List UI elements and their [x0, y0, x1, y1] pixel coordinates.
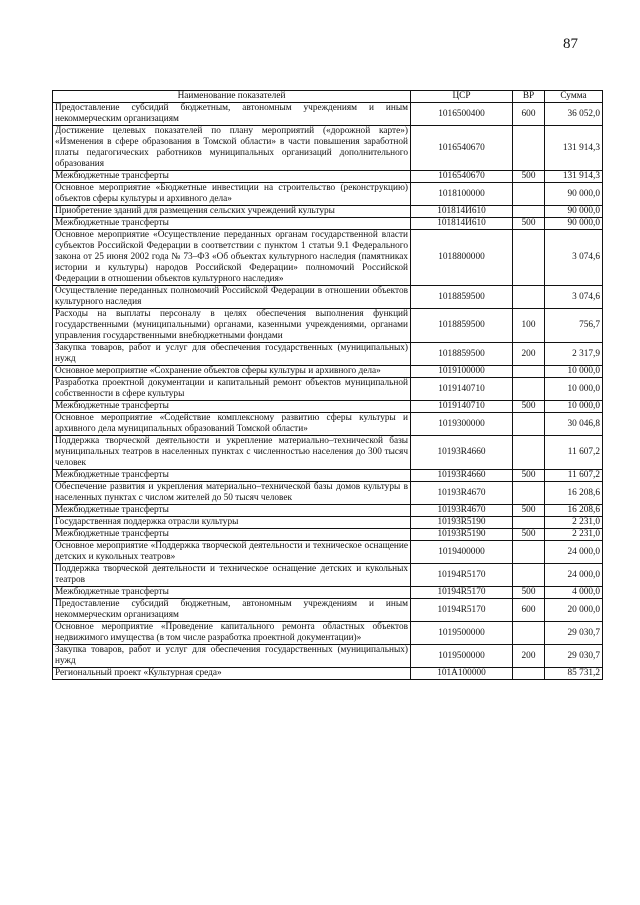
- table-row: [53, 482, 603, 505]
- row-csr: 1016540670: [411, 171, 513, 183]
- row-sum: 85 731,2: [545, 668, 603, 680]
- row-name: Осуществление переданных полномочий Российской Федерации в отношении объектов культурного наследия: [53, 286, 411, 309]
- row-vr: [513, 126, 545, 171]
- row-sum: 4 000,0: [545, 587, 603, 599]
- row-name: Региональный проект «Культурная среда»: [53, 668, 411, 680]
- row-csr: 1019140710: [411, 401, 513, 413]
- row-vr: 200: [513, 343, 545, 366]
- table-row: [53, 366, 603, 378]
- row-vr: 500: [513, 401, 545, 413]
- row-sum: 11 607,2: [545, 436, 603, 470]
- row-name: Предоставление субсидий бюджетным, автономным учреждениям и иным некоммерческим организациям: [53, 599, 411, 622]
- row-vr: [513, 668, 545, 680]
- table-row: [53, 470, 603, 482]
- row-sum: 30 046,8: [545, 413, 603, 436]
- row-csr: 1019500000: [411, 622, 513, 645]
- row-name: Закупка товаров, работ и услуг для обеспечения государственных (муниципальных) нужд: [53, 645, 411, 668]
- row-csr: 101814И610: [411, 218, 513, 230]
- row-vr: [513, 564, 545, 587]
- page-number: 87: [563, 36, 578, 52]
- header-sum: Сумма: [545, 91, 603, 103]
- row-vr: [513, 482, 545, 505]
- row-csr: 1019100000: [411, 366, 513, 378]
- row-csr: 1018859500: [411, 286, 513, 309]
- row-sum: 2 231,0: [545, 529, 603, 541]
- row-csr: 10194R5170: [411, 599, 513, 622]
- row-vr: 500: [513, 171, 545, 183]
- table-row: [53, 436, 603, 470]
- row-sum: 10 000,0: [545, 401, 603, 413]
- row-name: Основное мероприятие «Бюджетные инвестиции на строительство (реконструкцию) объектов сферы культуры и архивного дела»: [53, 183, 411, 206]
- table-row: [53, 541, 603, 564]
- row-sum: 131 914,3: [545, 126, 603, 171]
- table-row: [53, 668, 603, 680]
- budget-table: [52, 90, 603, 680]
- row-vr: 100: [513, 309, 545, 343]
- row-sum: 16 208,6: [545, 482, 603, 505]
- row-name: Межбюджетные трансферты: [53, 401, 411, 413]
- row-vr: 500: [513, 587, 545, 599]
- row-sum: 90 000,0: [545, 206, 603, 218]
- row-name: Поддержка творческой деятельности и техническое оснащение детских и кукольных театров: [53, 564, 411, 587]
- table-row: [53, 599, 603, 622]
- table-row: [53, 343, 603, 366]
- table-row: [53, 183, 603, 206]
- row-vr: [513, 286, 545, 309]
- row-vr: 500: [513, 218, 545, 230]
- table-row: [53, 286, 603, 309]
- table-row: [53, 126, 603, 171]
- table-row: [53, 378, 603, 401]
- table-row: [53, 218, 603, 230]
- row-csr: 10193R5190: [411, 517, 513, 529]
- row-csr: 10194R5170: [411, 564, 513, 587]
- row-sum: 20 000,0: [545, 599, 603, 622]
- table-row: [53, 645, 603, 668]
- row-csr: 10193R4660: [411, 470, 513, 482]
- row-csr: 1018859500: [411, 343, 513, 366]
- table-body: [53, 103, 603, 680]
- row-sum: 29 030,7: [545, 622, 603, 645]
- row-vr: [513, 183, 545, 206]
- row-name: Основное мероприятие «Поддержка творческой деятельности и техническое оснащение детских и кукольных театров»: [53, 541, 411, 564]
- table-row: [53, 517, 603, 529]
- row-csr: 10193R4670: [411, 482, 513, 505]
- row-sum: 24 000,0: [545, 541, 603, 564]
- row-vr: [513, 378, 545, 401]
- row-vr: 600: [513, 103, 545, 126]
- row-name: Поддержка творческой деятельности и укрепление материально–технической базы муниципальных театров в населенных пунктах с численностью населения до 300 тысяч человек: [53, 436, 411, 470]
- row-vr: [513, 541, 545, 564]
- row-sum: 10 000,0: [545, 378, 603, 401]
- row-vr: [513, 436, 545, 470]
- row-vr: [513, 230, 545, 286]
- row-vr: [513, 622, 545, 645]
- row-vr: 600: [513, 599, 545, 622]
- row-csr: 1018100000: [411, 183, 513, 206]
- row-vr: [513, 413, 545, 436]
- row-sum: 3 074,6: [545, 230, 603, 286]
- row-sum: 29 030,7: [545, 645, 603, 668]
- row-csr: 1019500000: [411, 645, 513, 668]
- row-name: Межбюджетные трансферты: [53, 171, 411, 183]
- table-header-row: [53, 91, 603, 103]
- row-csr: 1018800000: [411, 230, 513, 286]
- row-name: Предоставление субсидий бюджетным, автономным учреждениям и иным некоммерческим организациям: [53, 103, 411, 126]
- row-sum: 131 914,3: [545, 171, 603, 183]
- header-name: Наименование показателей: [53, 91, 411, 103]
- row-csr: 10193R4670: [411, 505, 513, 517]
- table-row: [53, 587, 603, 599]
- table-row: [53, 206, 603, 218]
- row-csr: 1019300000: [411, 413, 513, 436]
- row-vr: 200: [513, 645, 545, 668]
- table-row: [53, 564, 603, 587]
- row-vr: 500: [513, 529, 545, 541]
- row-sum: 2 231,0: [545, 517, 603, 529]
- row-name: Разработка проектной документации и капитальный ремонт объектов муниципальной собственности в сфере культуры: [53, 378, 411, 401]
- table-row: [53, 230, 603, 286]
- row-sum: 90 000,0: [545, 218, 603, 230]
- table-row: [53, 413, 603, 436]
- row-name: Основное мероприятие «Содействие комплексному развитию сферы культуры и архивного дела муниципальных образований Томской области»: [53, 413, 411, 436]
- header-vr: ВР: [513, 91, 545, 103]
- row-name: Закупка товаров, работ и услуг для обеспечения государственных (муниципальных) нужд: [53, 343, 411, 366]
- row-csr: 1019140710: [411, 378, 513, 401]
- row-sum: 24 000,0: [545, 564, 603, 587]
- row-vr: 500: [513, 470, 545, 482]
- table-row: [53, 401, 603, 413]
- header-csr: ЦСР: [411, 91, 513, 103]
- row-csr: 10194R5170: [411, 587, 513, 599]
- table-row: [53, 171, 603, 183]
- row-name: Государственная поддержка отрасли культуры: [53, 517, 411, 529]
- row-sum: 90 000,0: [545, 183, 603, 206]
- row-sum: 16 208,6: [545, 505, 603, 517]
- row-sum: 10 000,0: [545, 366, 603, 378]
- row-sum: 11 607,2: [545, 470, 603, 482]
- row-name: Обеспечение развития и укрепления материально–технической базы домов культуры в населенных пунктах с числом жителей до 50 тысяч человек: [53, 482, 411, 505]
- table-row: [53, 103, 603, 126]
- table-row: [53, 529, 603, 541]
- row-csr: 1019400000: [411, 541, 513, 564]
- row-sum: 3 074,6: [545, 286, 603, 309]
- row-csr: 1016540670: [411, 126, 513, 171]
- table-row: [53, 505, 603, 517]
- row-sum: 36 052,0: [545, 103, 603, 126]
- row-vr: 500: [513, 505, 545, 517]
- table-row: [53, 309, 603, 343]
- row-csr: 10193R5190: [411, 529, 513, 541]
- row-csr: 1018859500: [411, 309, 513, 343]
- row-csr: 101A100000: [411, 668, 513, 680]
- row-name: Основное мероприятие «Сохранение объектов сферы культуры и архивного дела»: [53, 366, 411, 378]
- row-name: Расходы на выплаты персоналу в целях обеспечения выполнения функций государственными (муниципальными) органами, казенными учреждениями, органами управления государственными внебюджетными фондами: [53, 309, 411, 343]
- row-name: Основное мероприятие «Осуществление переданных органам государственной власти субъектов Российской Федерации в соответствии с пунктом 1 статьи 9.1 Федерального закона от 25 июня 2002 года № 73–ФЗ «Об объектах культурного наследия (памятниках истории и культуры) народов Российской Федерации» полномочий Российской Федерации в отношении объектов культурного наследия»: [53, 230, 411, 286]
- row-name: Основное мероприятие «Проведение капитального ремонта областных объектов недвижимого имущества (в том числе разработка проектной документации)»: [53, 622, 411, 645]
- row-csr: 1016500400: [411, 103, 513, 126]
- row-name: Межбюджетные трансферты: [53, 529, 411, 541]
- row-name: Межбюджетные трансферты: [53, 587, 411, 599]
- row-vr: [513, 366, 545, 378]
- row-sum: 2 317,9: [545, 343, 603, 366]
- row-name: Приобретение зданий для размещения сельских учреждений культуры: [53, 206, 411, 218]
- row-name: Межбюджетные трансферты: [53, 218, 411, 230]
- row-name: Межбюджетные трансферты: [53, 505, 411, 517]
- row-csr: 101814И610: [411, 206, 513, 218]
- row-vr: [513, 517, 545, 529]
- row-name: Межбюджетные трансферты: [53, 470, 411, 482]
- row-csr: 10193R4660: [411, 436, 513, 470]
- row-sum: 756,7: [545, 309, 603, 343]
- table-row: [53, 622, 603, 645]
- row-name: Достижение целевых показателей по плану мероприятий («дорожной карте») «Изменения в сфере образования в Томской области» в части повышения заработной платы педагогических работников муниципальных организаций дополнительного образования: [53, 126, 411, 171]
- row-vr: [513, 206, 545, 218]
